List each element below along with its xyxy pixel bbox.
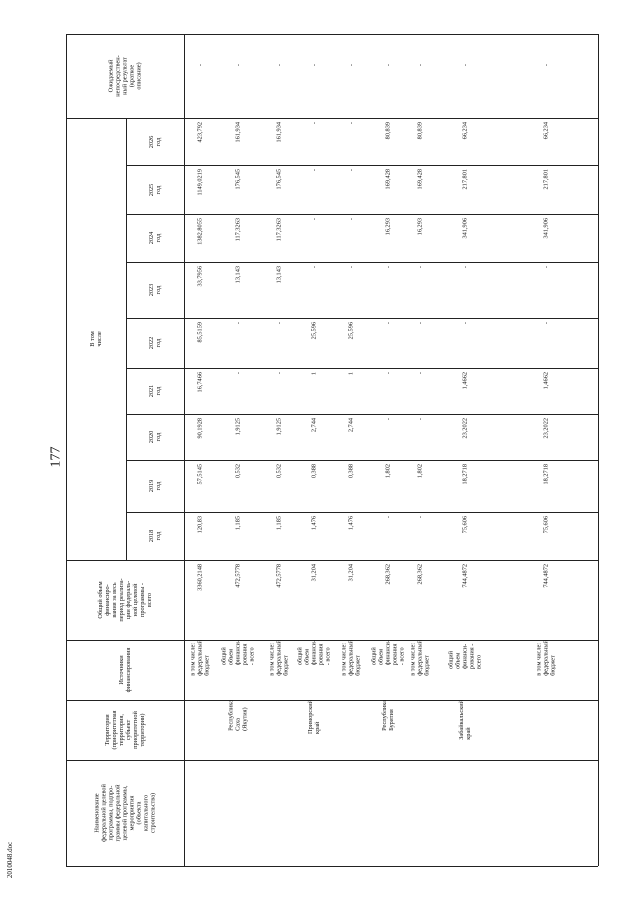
table-right-border <box>598 34 599 866</box>
row-2-2024-text: 117,3263 <box>275 218 283 242</box>
header-name-text: Наименование федеральной целевой программы, подпро- граммы федеральной целевой программы, мероприятия (объекта капитального строительства) <box>93 784 157 842</box>
row-0-total-text: 3360,2148 <box>196 564 204 591</box>
row-0-2026 <box>184 122 216 165</box>
col-line-y2023 <box>126 262 598 263</box>
row-1-2026 <box>216 122 260 165</box>
row-6-total <box>404 564 436 640</box>
row-4-2024-text: - <box>347 218 355 221</box>
row-6-2021-text: - <box>416 372 424 375</box>
row-4-2019 <box>330 464 372 512</box>
header-year-2018 <box>126 512 184 560</box>
row-5-2024 <box>372 218 404 262</box>
header-year-2025 <box>126 165 184 214</box>
row-7-territory-text: Забайкальский край <box>457 700 472 740</box>
row-0-2026-text: 423,792 <box>196 122 204 143</box>
row-5-result-text: - <box>384 64 392 67</box>
row-7-2020-text: 23,2022 <box>461 418 469 439</box>
row-0-2024-text: 1382,8055 <box>196 218 204 245</box>
row-3-2018 <box>298 516 330 560</box>
row-2-2026-text: 161,934 <box>275 122 283 143</box>
col-line-y2021 <box>126 368 598 369</box>
row-5-total <box>372 564 404 640</box>
row-6-2019-text: 1,802 <box>416 464 424 479</box>
row-7-2018 <box>436 516 494 560</box>
header-year-2019-text: 2019 год <box>147 479 162 493</box>
row-4-2024 <box>330 218 372 262</box>
row-3-2026-text: - <box>310 122 318 125</box>
row-4-2018 <box>330 516 372 560</box>
row-7-territory <box>436 700 494 760</box>
row-1-total-text: 472,5778 <box>234 564 242 588</box>
row-3-2024 <box>298 218 330 262</box>
row-2-2024 <box>260 218 298 262</box>
header-year-2026 <box>126 118 184 165</box>
row-2-2023 <box>260 266 298 318</box>
header-year-2021 <box>126 368 184 414</box>
row-2-2023-text: 13,143 <box>275 266 283 284</box>
header-year-2023-text: 2023 год <box>147 283 162 297</box>
table-bottom-border <box>66 866 598 867</box>
row-0-result <box>184 64 216 118</box>
row-4-2025-text: - <box>347 169 355 172</box>
row-0-source <box>184 640 216 700</box>
row-5-total-text: 268,362 <box>384 564 392 585</box>
header-year-2024 <box>126 214 184 262</box>
row-3-2025-text: - <box>310 169 318 172</box>
row-1-source <box>216 640 260 700</box>
row-6-2025 <box>404 169 436 214</box>
header-territory-text: Территория (приоритетная территория, субъект приоритетной территории) <box>103 710 147 750</box>
header-total-text: Общий объем финансиро- вания за весь период реализа- ции федераль- ной целевой программы - всего <box>96 578 154 622</box>
row-8-2023 <box>494 266 598 318</box>
header-year-2021-text: 2021 год <box>147 384 162 398</box>
row-3-2020 <box>298 418 330 460</box>
row-2-2020-text: 1,9125 <box>275 418 283 436</box>
row-3-2021-text: 1 <box>310 372 318 376</box>
row-8-2023-text: - <box>542 266 550 269</box>
row-3-2022-text: 25,596 <box>310 322 318 340</box>
row-7-result <box>436 64 494 118</box>
row-0-2023 <box>184 266 216 318</box>
row-0-2019 <box>184 464 216 512</box>
row-7-2025-text: 217,801 <box>461 169 469 190</box>
row-3-2020-text: 2,744 <box>310 418 318 433</box>
row-1-territory <box>216 700 260 760</box>
row-0-total <box>184 564 216 640</box>
row-6-total-text: 268,362 <box>416 564 424 585</box>
row-0-2021-text: 16,7466 <box>196 372 204 393</box>
header-sources-text: Источники финансирования <box>117 647 132 693</box>
row-3-total-text: 31,204 <box>310 564 318 582</box>
row-8-2026-text: 66,234 <box>542 122 550 140</box>
row-3-2023-text: - <box>310 266 318 269</box>
row-3-result-text: - <box>310 64 318 67</box>
row-5-2020-text: - <box>384 418 392 421</box>
row-8-source-text: в том числе: федеральный бюджет <box>535 640 557 676</box>
row-5-2024-text: 16,293 <box>384 218 392 236</box>
row-8-2022 <box>494 322 598 368</box>
col-line-y2024 <box>126 214 598 215</box>
row-7-2022 <box>436 322 494 368</box>
row-5-2020 <box>372 418 404 460</box>
header-result <box>66 34 184 118</box>
header-year-2020 <box>126 414 184 460</box>
row-3-source <box>298 640 330 700</box>
row-4-total-text: 31,204 <box>347 564 355 582</box>
row-7-total <box>436 564 494 640</box>
row-8-2022-text: - <box>542 322 550 325</box>
row-2-source <box>260 640 298 700</box>
row-1-2019-text: 0,532 <box>234 464 242 479</box>
row-5-2025 <box>372 169 404 214</box>
row-4-2020-text: 2,744 <box>347 418 355 433</box>
row-4-2021-text: 1 <box>347 372 355 376</box>
header-including <box>66 118 126 560</box>
row-7-2018-text: 75,606 <box>461 516 469 534</box>
row-2-result-text: - <box>275 64 283 67</box>
row-6-2018-text: - <box>416 516 424 519</box>
row-6-2024 <box>404 218 436 262</box>
row-5-2019 <box>372 464 404 512</box>
row-3-2023 <box>298 266 330 318</box>
row-1-2024 <box>216 218 260 262</box>
row-7-2022-text: - <box>461 322 469 325</box>
row-1-total <box>216 564 260 640</box>
row-6-result <box>404 64 436 118</box>
header-year-2025-text: 2025 год <box>147 183 162 196</box>
row-1-2020 <box>216 418 260 460</box>
row-8-2020 <box>494 418 598 460</box>
row-6-source-text: в том числе: федеральный бюджет <box>409 640 431 676</box>
row-7-2026-text: 66,234 <box>461 122 469 140</box>
row-7-2021-text: 1,4662 <box>461 372 469 390</box>
row-3-2021 <box>298 372 330 414</box>
row-6-2022-text: - <box>416 322 424 325</box>
col-line-y2019 <box>126 460 598 461</box>
row-5-2022-text: - <box>384 322 392 325</box>
row-1-2024-text: 117,3263 <box>234 218 242 242</box>
row-4-2021 <box>330 372 372 414</box>
row-3-2025 <box>298 169 330 214</box>
row-7-2026 <box>436 122 494 165</box>
header-year-2024-text: 2024 год <box>147 231 162 245</box>
row-4-2026-text: - <box>347 122 355 125</box>
row-6-2022 <box>404 322 436 368</box>
col-line-y2022 <box>126 318 598 319</box>
row-0-2020-text: 90,1928 <box>196 418 204 439</box>
row-3-territory <box>298 700 330 760</box>
header-year-2026-text: 2026 год <box>147 135 162 148</box>
row-8-2024 <box>494 218 598 262</box>
row-8-result <box>494 64 598 118</box>
row-5-2023-text: - <box>384 266 392 269</box>
row-8-2018 <box>494 516 598 560</box>
row-7-2023-text: - <box>461 266 469 269</box>
row-5-2023 <box>372 266 404 318</box>
row-0-2021 <box>184 372 216 414</box>
row-6-2020-text: - <box>416 418 424 421</box>
header-including-text: В том числе <box>88 331 103 347</box>
row-6-2018 <box>404 516 436 560</box>
row-1-2025-text: 176,545 <box>234 169 242 190</box>
row-8-2025 <box>494 169 598 214</box>
row-6-2021 <box>404 372 436 414</box>
row-1-2021-text: - <box>234 372 242 375</box>
row-4-2023-text: - <box>347 266 355 269</box>
row-2-total-text: 472,5778 <box>275 564 283 588</box>
row-6-source <box>404 640 436 700</box>
row-4-source <box>330 640 372 700</box>
header-result-text: Ожидаемый непосредствен- ный результат (краткое описание) <box>107 55 143 97</box>
row-1-2021 <box>216 372 260 414</box>
row-8-2019-text: 18,2718 <box>542 464 550 485</box>
row-3-result <box>298 64 330 118</box>
row-5-territory <box>372 700 404 760</box>
header-year-2020-text: 2020 год <box>147 430 162 444</box>
row-5-2026 <box>372 122 404 165</box>
row-8-2018-text: 75,606 <box>542 516 550 534</box>
row-8-2021-text: 1,4662 <box>542 372 550 390</box>
row-8-total-text: 744,4872 <box>542 564 550 588</box>
row-0-2022 <box>184 322 216 368</box>
row-7-2023 <box>436 266 494 318</box>
row-0-2018-text: 120,83 <box>196 516 204 534</box>
row-6-2023-text: - <box>416 266 424 269</box>
row-0-2022-text: 85,5159 <box>196 322 204 343</box>
row-3-2019-text: 0,388 <box>310 464 318 479</box>
row-3-2018-text: 1,476 <box>310 516 318 531</box>
row-5-source-text: общий объем финанси- рования - всего <box>370 640 406 666</box>
row-7-result-text: - <box>461 64 469 67</box>
header-year-2019 <box>126 460 184 512</box>
row-8-2026 <box>494 122 598 165</box>
row-7-2021 <box>436 372 494 414</box>
row-8-2020-text: 23,2022 <box>542 418 550 439</box>
row-1-2020-text: 1,9125 <box>234 418 242 436</box>
row-1-2023-text: 13,143 <box>234 266 242 284</box>
row-0-2019-text: 57,5145 <box>196 464 204 485</box>
row-2-total <box>260 564 298 640</box>
footer-filename-text: 2010048.doc <box>6 841 14 879</box>
row-2-result <box>260 64 298 118</box>
row-8-2019 <box>494 464 598 512</box>
col-line-y2025 <box>126 165 598 166</box>
row-6-2020 <box>404 418 436 460</box>
row-0-2018 <box>184 516 216 560</box>
row-4-source-text: в том числе: федеральный бюджет <box>340 640 362 676</box>
row-3-2019 <box>298 464 330 512</box>
header-year-2022-text: 2022 год <box>147 336 162 350</box>
row-3-territory-text: Приморский край <box>306 700 321 734</box>
row-7-total-text: 744,4872 <box>461 564 469 588</box>
row-7-source <box>436 640 494 700</box>
row-0-2025 <box>184 169 216 214</box>
row-5-result <box>372 64 404 118</box>
row-6-2025-text: 169,428 <box>416 169 424 190</box>
row-1-2022 <box>216 322 260 368</box>
row-1-2018-text: 1,185 <box>234 516 242 531</box>
row-4-total <box>330 564 372 640</box>
row-4-result <box>330 64 372 118</box>
header-sources <box>66 640 184 700</box>
row-4-result-text: - <box>347 64 355 67</box>
row-2-2021-text: - <box>275 372 283 375</box>
row-4-2019-text: 0,388 <box>347 464 355 479</box>
row-2-source-text: в том числе: федеральный бюджет <box>268 640 290 676</box>
row-2-2019 <box>260 464 298 512</box>
row-4-2022-text: 25,596 <box>347 322 355 340</box>
col-line-y2020 <box>126 414 598 415</box>
row-2-2018 <box>260 516 298 560</box>
row-4-2020 <box>330 418 372 460</box>
row-0-result-text: - <box>196 64 204 67</box>
row-3-2026 <box>298 122 330 165</box>
row-1-2022-text: - <box>234 322 242 325</box>
row-5-2025-text: 169,428 <box>384 169 392 190</box>
row-7-2019 <box>436 464 494 512</box>
row-4-2023 <box>330 266 372 318</box>
row-2-2020 <box>260 418 298 460</box>
row-7-2019-text: 18,2718 <box>461 464 469 485</box>
row-3-2022 <box>298 322 330 368</box>
row-8-total <box>494 564 598 640</box>
row-1-result <box>216 64 260 118</box>
row-2-2025 <box>260 169 298 214</box>
row-2-2022-text: - <box>275 322 283 325</box>
row-1-result-text: - <box>234 64 242 67</box>
row-5-2018 <box>372 516 404 560</box>
row-5-2018-text: - <box>384 516 392 519</box>
row-1-2026-text: 161,934 <box>234 122 242 143</box>
header-total <box>66 560 184 640</box>
row-6-result-text: - <box>416 64 424 67</box>
row-4-2025 <box>330 169 372 214</box>
row-4-2018-text: 1,476 <box>347 516 355 531</box>
row-8-2025-text: 217,801 <box>542 169 550 190</box>
row-2-2022 <box>260 322 298 368</box>
row-0-2024 <box>184 218 216 262</box>
row-7-source-text: общий объем финанси- рования - всего <box>447 643 483 669</box>
row-7-2020 <box>436 418 494 460</box>
row-3-2024-text: - <box>310 218 318 221</box>
row-6-2023 <box>404 266 436 318</box>
row-2-2025-text: 176,545 <box>275 169 283 190</box>
row-2-2021 <box>260 372 298 414</box>
row-5-2021-text: - <box>384 372 392 375</box>
header-year-2018-text: 2018 год <box>147 529 162 543</box>
row-8-source <box>494 640 598 700</box>
row-8-2024-text: 341,906 <box>542 218 550 239</box>
row-6-2026 <box>404 122 436 165</box>
row-5-territory-text: Республика Бурятия <box>380 700 395 731</box>
row-6-2024-text: 16,293 <box>416 218 424 236</box>
row-3-total <box>298 564 330 640</box>
row-5-2019-text: 1,802 <box>384 464 392 479</box>
row-5-2021 <box>372 372 404 414</box>
header-year-2023 <box>126 262 184 318</box>
row-1-source-text: общий объем финанси- рования - всего <box>220 640 256 666</box>
row-7-2025 <box>436 169 494 214</box>
row-0-2023-text: 33,7956 <box>196 266 204 287</box>
row-8-2021 <box>494 372 598 414</box>
row-5-2026-text: 80,839 <box>384 122 392 140</box>
row-2-2026 <box>260 122 298 165</box>
row-6-2026-text: 80,839 <box>416 122 424 140</box>
row-5-2022 <box>372 322 404 368</box>
row-0-2020 <box>184 418 216 460</box>
row-8-result-text: - <box>542 64 550 67</box>
row-0-2025-text: 1149,0219 <box>196 169 204 196</box>
row-1-2018 <box>216 516 260 560</box>
row-7-2024 <box>436 218 494 262</box>
header-name <box>66 760 184 866</box>
row-5-source <box>372 640 404 700</box>
header-year-2022 <box>126 318 184 368</box>
row-4-2026 <box>330 122 372 165</box>
row-3-source-text: общий объем финанси- рования - всего <box>296 640 332 666</box>
row-1-2019 <box>216 464 260 512</box>
row-1-territory-text: Республика Саха (Якутия) <box>227 700 249 731</box>
page-number-text: 177 <box>48 446 63 468</box>
row-2-2019-text: 0,532 <box>275 464 283 479</box>
header-territory <box>66 700 184 760</box>
row-1-2023 <box>216 266 260 318</box>
row-2-2018-text: 1,185 <box>275 516 283 531</box>
row-6-2019 <box>404 464 436 512</box>
row-4-2022 <box>330 322 372 368</box>
col-line-y2018 <box>126 512 598 513</box>
row-7-2024-text: 341,906 <box>461 218 469 239</box>
row-1-2025 <box>216 169 260 214</box>
row-0-source-text: в том числе: федеральный бюджет <box>189 640 211 676</box>
